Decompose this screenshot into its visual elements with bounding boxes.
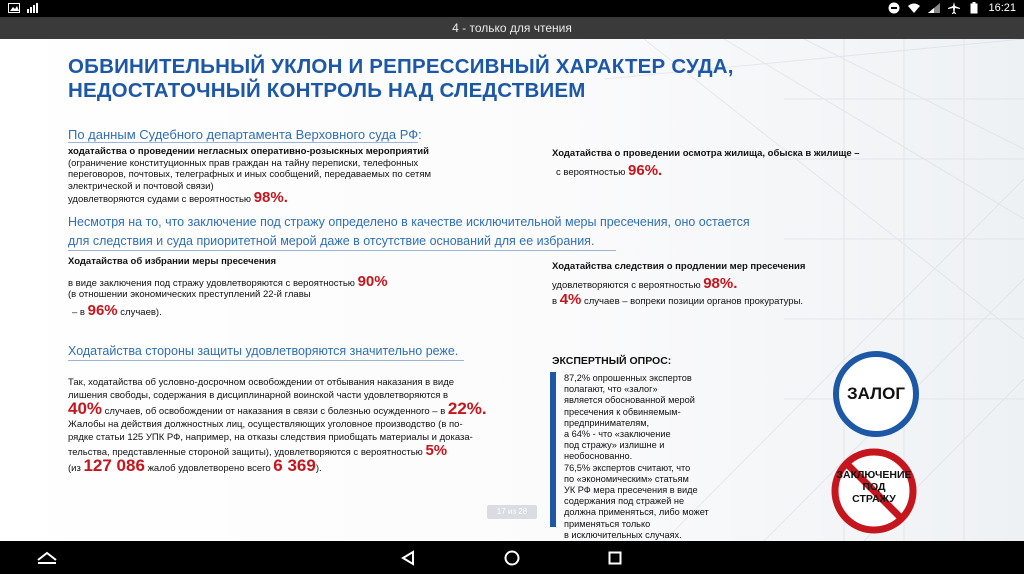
navigation-bar — [0, 541, 1024, 574]
block3-heading: Ходатайства об избрании меры пресечения — [68, 256, 277, 267]
minus-circle-icon — [888, 2, 900, 14]
title-line-2: НЕДОСТАТОЧНЫЙ КОНТРОЛЬ НАД СЛЕДСТВИЕМ — [68, 79, 586, 102]
survey-line: применяться только — [564, 518, 651, 529]
block5-line5: рядке статьи 125 УПК РФ, например, на отказы следствия приобщать материалы и доказа- — [68, 432, 473, 443]
no-detention-line: ПОД — [862, 481, 886, 493]
block3-line4-prefix: – в — [72, 306, 85, 318]
defense-heading: Ходатайства стороны защиты удовлетворяются значительно реже. — [68, 344, 459, 358]
block-preventive-measure — [68, 256, 488, 318]
block3-line2: в виде заключения под стражу удовлетворяются с вероятностью — [68, 277, 355, 289]
back-button[interactable] — [397, 547, 419, 569]
survey-line: полагают, что «залог» — [564, 384, 658, 395]
collapse-icon — [36, 551, 58, 565]
block1-value: 98%. — [253, 189, 288, 206]
home-icon — [504, 550, 520, 566]
block-operative-measures — [68, 146, 488, 206]
block5-value5: 6 369 — [273, 456, 316, 475]
bail-badge — [833, 351, 919, 437]
status-bar — [0, 0, 1024, 17]
airplane-icon — [948, 2, 960, 14]
block-search-dwelling — [552, 148, 912, 178]
block2-value: 96%. — [628, 161, 663, 179]
page-title — [68, 55, 888, 103]
slide[interactable] — [0, 39, 1024, 541]
survey-line: под стражу» излишне и — [564, 440, 665, 451]
paragraph-line-2: для следствия и суда приоритетной мерой даже в отсутствие оснований для ее избрания. — [68, 234, 595, 248]
block4-heading: Ходатайства следствия о продлении мер пресечения — [552, 261, 806, 272]
survey-text — [564, 373, 754, 541]
block5-line1: Так, ходатайства об условно-досрочном освобождении от отбывания наказания в виде — [68, 377, 455, 388]
survey-line: необоснованно. — [564, 451, 633, 462]
no-detention-line: СТРАЖУ — [852, 493, 896, 505]
survey-accent-bar — [550, 372, 556, 527]
survey-line: УК РФ мера пресечения в виде — [564, 485, 698, 496]
survey-line: содержания под стражей не — [564, 496, 685, 507]
block5-line7-prefix: (из — [68, 463, 81, 474]
block3-line4-suffix: случаев). — [120, 306, 162, 318]
source-underline — [68, 142, 418, 143]
back-icon — [401, 550, 415, 566]
survey-line: должна применяться, либо может — [564, 507, 709, 518]
block2-heading: Ходатайства о проведении осмотра жилища, обыска в жилище – — [552, 148, 860, 159]
block5-line3: случаев, об освобождении от наказания в связи с болезнью осужденного – в — [104, 406, 446, 417]
no-detention-badge — [830, 447, 918, 535]
block1-line4: электрической и почтовой связи) — [68, 180, 214, 192]
block3-value2: 96% — [87, 301, 118, 319]
block-defense-motions — [68, 376, 538, 475]
no-detention-label — [830, 469, 918, 505]
battery-icon — [968, 2, 980, 14]
survey-title: ЭКСПЕРТНЫЙ ОПРОС: — [552, 355, 672, 367]
block4-line3-suffix: случаев – вопреки позиции органов прокуратуры. — [584, 296, 804, 307]
title-line-1: ОБВИНИТЕЛЬНЫЙ УКЛОН И РЕПРЕССИВНЫЙ ХАРАКТЕР СУДА, — [68, 55, 734, 78]
survey-line: в исключительных случаях. — [564, 529, 682, 540]
survey-line: предпринимателям, — [564, 417, 650, 428]
survey-line: 76,5% экспертов считают, что — [564, 462, 691, 473]
defense-underline — [68, 360, 464, 361]
survey-line: 87,2% опрошенных экспертов — [564, 373, 692, 383]
block5-line2: лишения свободы, содержания в дисциплинарной воинской части удовлетворяются в — [68, 390, 449, 401]
block3-line3: (в отношении экономических преступлений 22-й главы — [68, 289, 311, 300]
block5-line4: Жалобы на действия должностных лиц, осуществляющих уголовное производство (в по- — [68, 419, 463, 430]
no-detention-line: ЗАКЛЮЧЕНИЕ — [836, 469, 912, 481]
survey-line: а 64% - что «заключение — [564, 429, 671, 440]
recents-icon — [608, 551, 622, 565]
wifi-icon — [908, 2, 920, 14]
block4-value: 98%. — [703, 274, 738, 292]
block1-heading: ходатайства о проведении негласных оперативно-розыскных мероприятий — [68, 146, 429, 157]
detention-paragraph — [68, 213, 808, 251]
source-line: По данным Судебного департамента Верховного суда РФ: — [68, 127, 422, 142]
block5-line7-suffix: ). — [315, 463, 322, 474]
expert-survey — [550, 355, 750, 540]
block3-value: 90% — [357, 272, 388, 290]
home-button[interactable] — [501, 547, 523, 569]
survey-line: по «экономическим» статьям — [564, 473, 689, 484]
cellular-icon — [928, 2, 940, 14]
block5-value1: 40% — [68, 399, 103, 418]
block-extension-measures — [552, 261, 912, 308]
block4-line3-prefix: в — [552, 296, 558, 307]
recents-button[interactable] — [604, 547, 626, 569]
block4-line2: удовлетворяются с вероятностью — [552, 279, 701, 291]
bail-badge-label: ЗАЛОГ — [847, 384, 905, 403]
page-indicator: 17 из 28 — [487, 505, 537, 519]
survey-line: пресечения к обвиняемым- — [564, 406, 681, 417]
block1-line5: удовлетворяются судами с вероятностью — [68, 194, 252, 205]
block4-value2: 4% — [559, 291, 582, 308]
paragraph-underline — [68, 250, 616, 251]
clock: 16:21 — [988, 2, 1016, 14]
block2-line2: с вероятностью — [556, 166, 626, 178]
paragraph-line-1: Несмотря на то, что заключение под стражу определено в качестве исключительной меры пресечения, оно остается — [68, 215, 750, 229]
block5-line6: тельства, представленные стороной защиты), удовлетворяются с вероятностью — [68, 447, 423, 458]
survey-line: является обоснованной мерой — [564, 395, 695, 406]
block1-line3: переговоров, почтовых, телеграфных и иных сообщений, передаваемых по сетям — [68, 169, 431, 180]
block5-value4: 127 086 — [83, 456, 145, 475]
block5-line7-mid: жалоб удовлетворено всего — [147, 463, 271, 474]
block1-line2: (ограничение конституционных прав граждан на тайну переписки, телефонных — [68, 157, 419, 169]
collapse-button[interactable] — [36, 547, 58, 569]
block5-value3: 5% — [425, 442, 448, 459]
block5-value2: 22%. — [447, 399, 487, 418]
gallery-icon — [8, 2, 20, 14]
document-title-bar: 4 - только для чтения — [0, 17, 1024, 39]
signal-icon — [26, 2, 38, 14]
